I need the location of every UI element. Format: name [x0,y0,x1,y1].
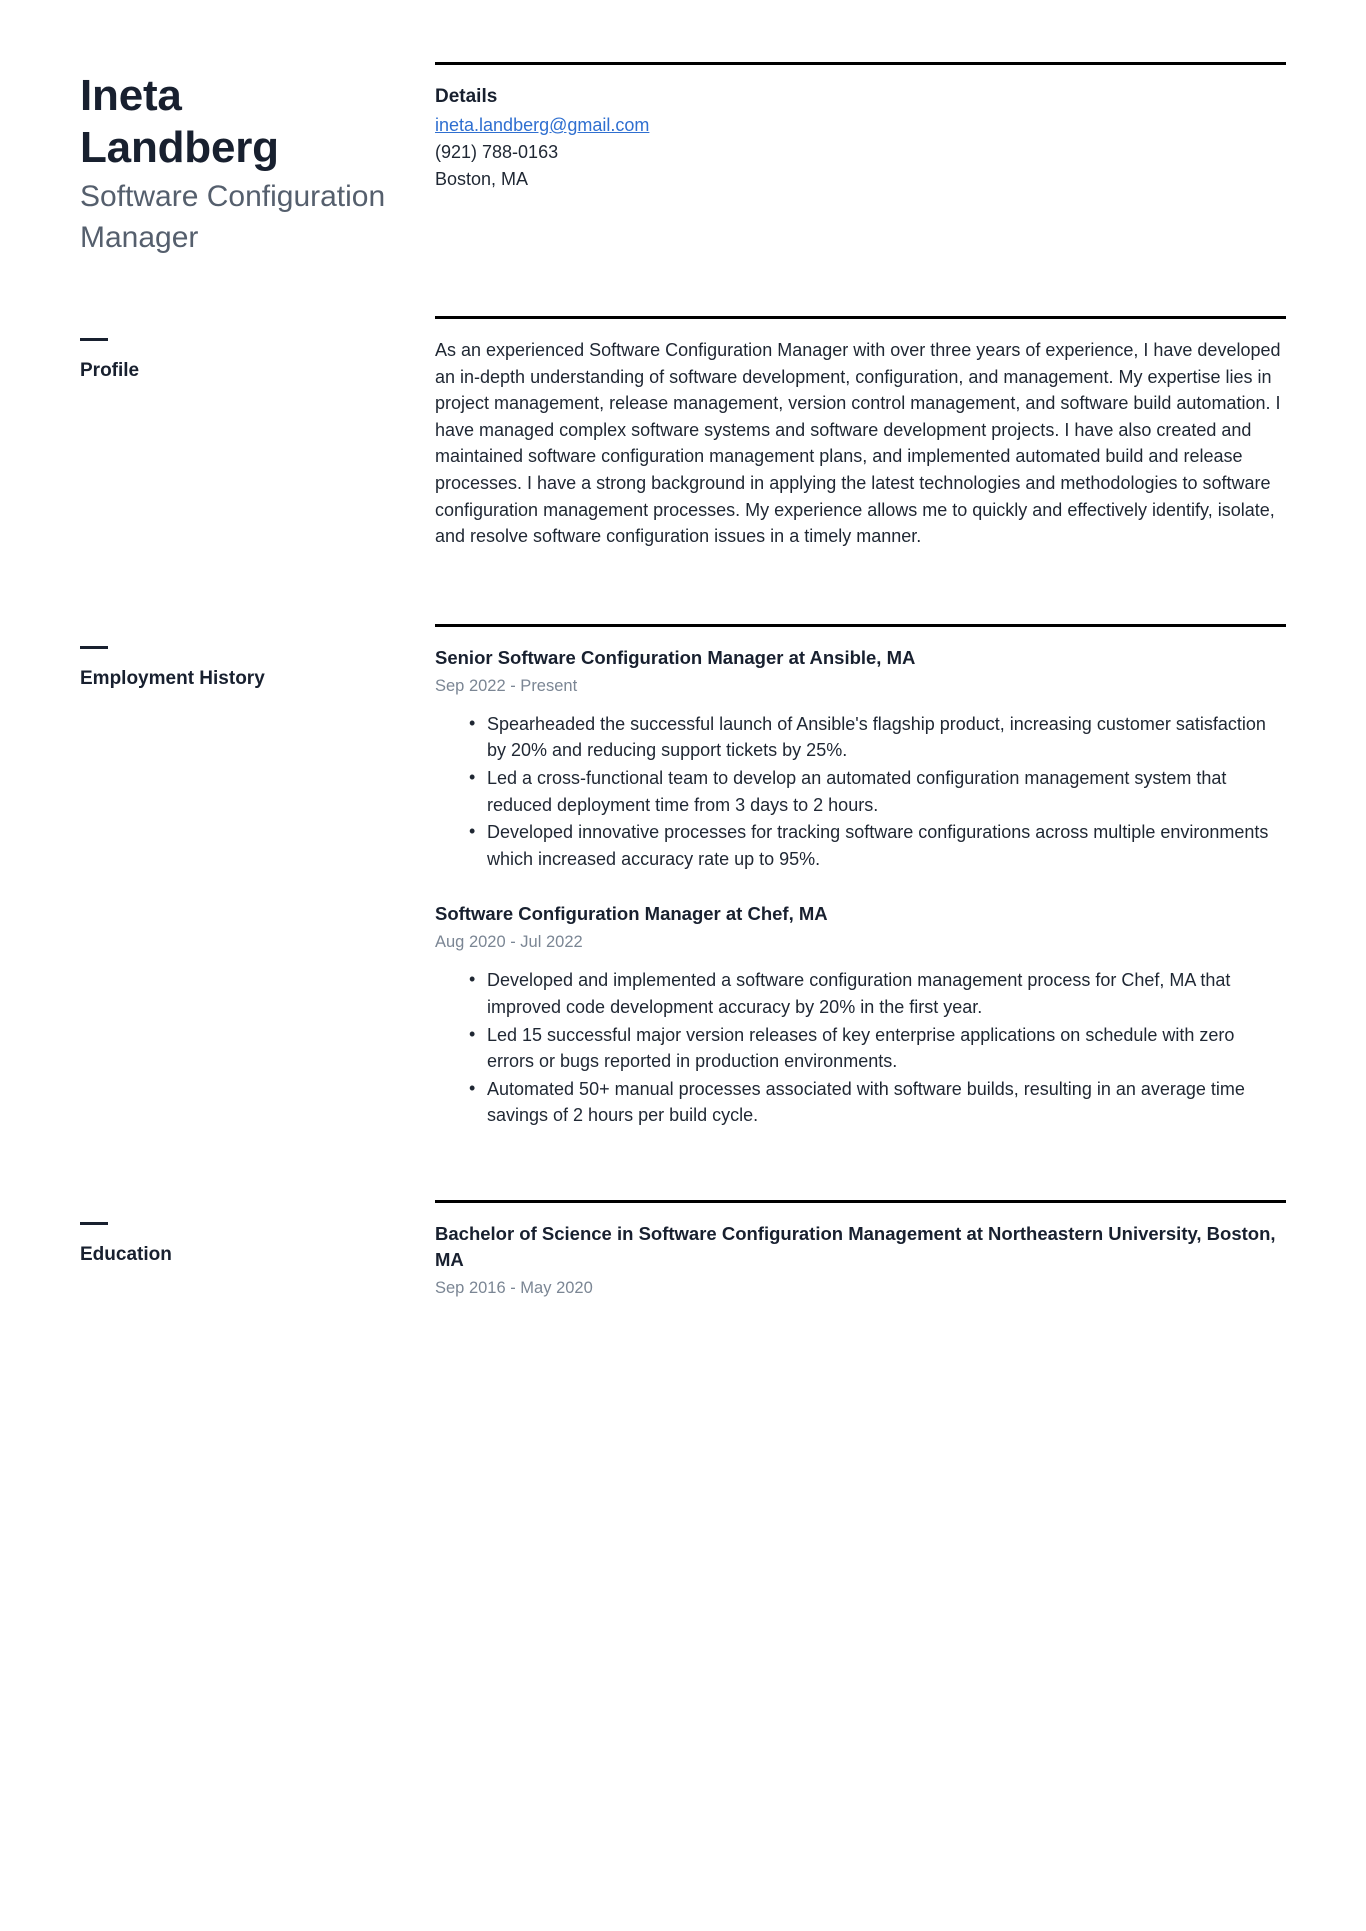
list-item: • Automated 50+ manual processes associated with software builds, resulting in an average time savings of 2 hours per build cycle. [469,1076,1286,1129]
header-section [80,62,1286,258]
employment-tick-rule [80,646,108,649]
last-name: Landberg [80,123,279,172]
profile-label: Profile [80,360,140,381]
profile-tick-rule [80,338,108,341]
details-block [435,65,1286,193]
education-label-wrap [80,1200,411,1267]
education-entry [435,1203,1286,1301]
details-heading: Details [435,86,498,107]
employment-section [80,624,1286,1130]
education-entry-date: Sep 2016 - May 2020 [435,1278,593,1297]
education-content-column [435,1200,1286,1301]
profile-section [80,316,1286,550]
location-text: Boston, MA [435,169,529,189]
employment-entry [435,627,1286,873]
list-item: • Developed innovative processes for tracking software configurations across multiple environments which increased accuracy rate up to 95%. [469,819,1286,872]
details-column [435,62,1286,193]
employment-content-column [435,624,1286,1130]
list-item: • Developed and implemented a software configuration management process for Chef, MA that improved code development accuracy by 20% in the first year. [469,967,1286,1020]
header-name-column [80,62,435,258]
employment-entry-bullets [435,711,1286,873]
employment-label-column [80,624,435,691]
education-label: Education [80,1243,172,1265]
employment-label: Employment History [80,667,265,689]
list-item: • Led a cross-functional team to develop an automated configuration management system that reduced deployment time from 3 days to 2 hours. [469,765,1286,818]
email-link[interactable]: ineta.landberg@gmail.com [435,115,650,135]
phone-text: (921) 788-0163 [435,142,559,162]
education-label-column [80,1200,435,1267]
list-item: • Led 15 successful major version releases of key enterprise applications on schedule with zero errors or bugs reported in production environments. [469,1022,1286,1075]
job-title: Software Configuration Manager [80,180,386,254]
profile-text: As an experienced Software Configuration Manager with over three years of experience, I have developed an in-depth understanding of software development, configuration, and management. My expertise lies in project management, release management, version control management, and software build automation. I have managed complex software systems and software development projects. I have also created and maintained software configuration management plans, and implemented automated build and release processes. I have a strong background in applying the latest technologies and methodologies to software configuration management processes. My experience allows me to quickly and effectively identify, isolate, and resolve software configuration issues in a timely manner. [435,340,1281,547]
employment-entry-title: Software Configuration Manager at Chef, MA [435,903,828,925]
education-section [80,1200,1286,1301]
list-item: • Spearheaded the successful launch of Ansible's flagship product, increasing customer satisfaction by 20% and reducing support tickets by 25%. [469,711,1286,764]
employment-entry [435,873,1286,1129]
name-block [80,62,411,258]
employment-entry-date: Sep 2022 - Present [435,676,578,695]
profile-content-column [435,316,1286,550]
employment-entry-bullets [435,967,1286,1129]
employment-entry-title: Senior Software Configuration Manager at Ansible, MA [435,646,916,668]
profile-label-wrap [80,316,411,383]
education-tick-rule [80,1222,108,1225]
employment-label-wrap [80,624,411,691]
employment-entry-date: Aug 2020 - Jul 2022 [435,933,583,952]
first-name: Ineta [80,71,182,120]
education-entry-title: Bachelor of Science in Software Configuration Management at Northeastern University, Boston, MA [435,1222,1276,1270]
profile-label-column [80,316,435,383]
